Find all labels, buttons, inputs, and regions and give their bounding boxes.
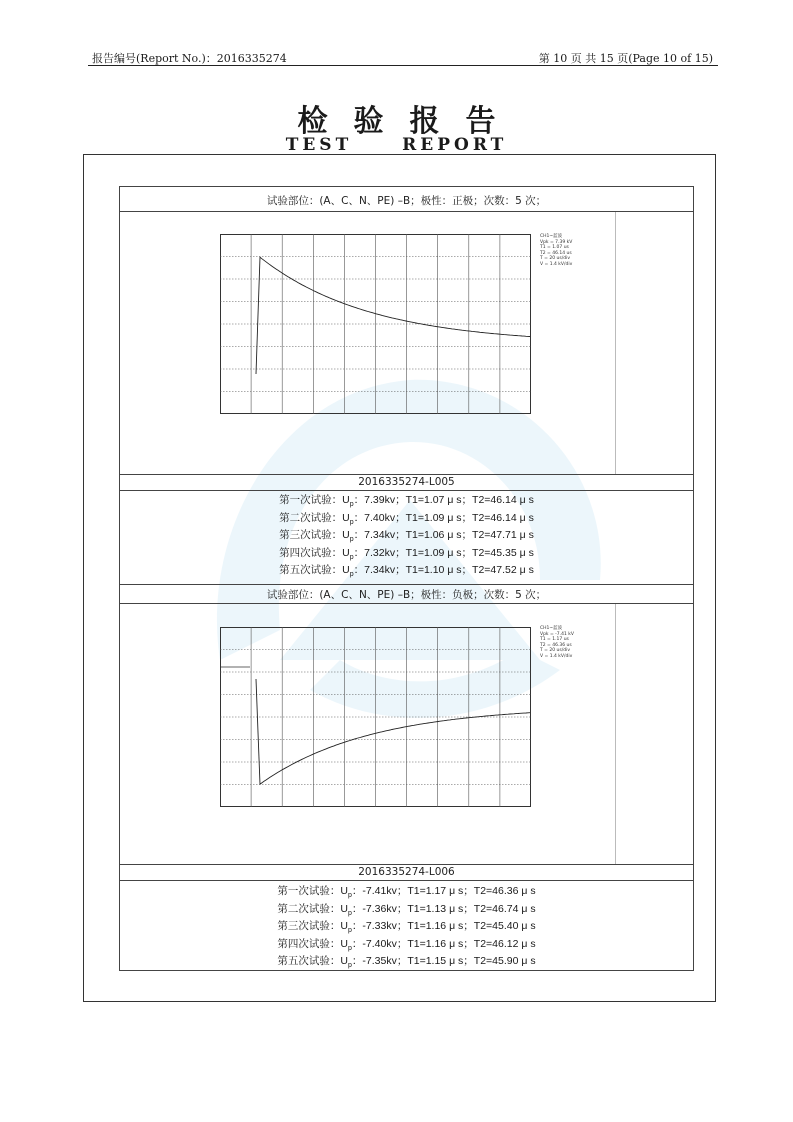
peak-voltage: 7.40kv: [364, 511, 396, 524]
up-symbol: $U_p$: [342, 529, 354, 544]
result-row: 第四次试验：$U_p$：-7.40kv；T1=1.16 μ s；T2=46.12 μ s: [277, 937, 536, 952]
scope-readout-positive: CH1~蓝波 Vpk = 7.39 kV T1 = 1.07 us T2 = 46.14 us T = 20 us/div V = 1.4 kV/div: [540, 234, 573, 267]
trial-label: 第一次试验：: [279, 494, 343, 506]
t2-value: T2=46.14 μ s: [472, 494, 534, 506]
up-symbol: $U_p$: [342, 564, 354, 579]
trial-label: 第一次试验：: [277, 885, 341, 897]
test-part-positive: 试验部位：(A、C、N、PE) –B；极性：正极；次数：5 次；: [266, 195, 547, 207]
report-number: 报告编号(Report No.)：2016335274: [92, 52, 287, 65]
up-symbol: $U_p$: [340, 955, 352, 970]
peak-voltage: 7.34kv: [364, 564, 396, 576]
result-row: 第三次试验：$U_p$：7.34kv；T1=1.06 μ s；T2=47.71 μ s: [279, 529, 534, 544]
t2-value: T2=46.12 μ s: [473, 937, 536, 950]
t2-value: T2=45.40 μ s: [473, 920, 536, 932]
up-symbol: $U_p$: [340, 885, 352, 900]
result-row: 第五次试验：$U_p$：-7.35kv；T1=1.15 μ s；T2=45.90 μ s: [277, 955, 536, 970]
result-row: 第四次试验：$U_p$：7.32kv；T1=1.09 μ s；T2=45.35 μ s: [279, 546, 534, 561]
oscilloscope-negative: [220, 627, 531, 807]
up-symbol: $U_p$: [340, 902, 352, 917]
up-symbol: $U_p$: [342, 494, 354, 509]
t2-value: T2=45.35 μ s: [472, 546, 534, 559]
t1-value: T1=1.07 μ s: [405, 494, 462, 506]
peak-voltage: 7.39kv: [364, 494, 396, 506]
t2-value: T2=45.90 μ s: [473, 955, 536, 967]
peak-voltage: 7.34kv: [364, 529, 396, 541]
table-divider: [119, 490, 694, 491]
table-divider: [119, 584, 694, 585]
peak-voltage: -7.35kv: [362, 955, 397, 967]
trial-label: 第四次试验：: [277, 937, 341, 950]
trial-label: 第五次试验：: [277, 955, 341, 967]
page-number: 第 10 页 共 15 页(Page 10 of 15): [538, 52, 713, 65]
waveform-id-positive: 2016335274-L005: [358, 476, 455, 488]
test-part-negative: 试验部位：(A、C、N、PE) –B；极性：负极；次数：5 次；: [266, 589, 547, 601]
result-row: 第一次试验：$U_p$：-7.41kv；T1=1.17 μ s；T2=46.36 μ s: [277, 885, 536, 900]
t2-value: T2=47.52 μ s: [472, 564, 534, 576]
waveform-id-negative: 2016335274-L006: [358, 866, 455, 878]
trial-label: 第二次试验：: [279, 511, 343, 524]
t1-value: T1=1.16 μ s: [407, 937, 464, 950]
trial-label: 第五次试验：: [279, 564, 343, 576]
result-row: 第三次试验：$U_p$：-7.33kv；T1=1.16 μ s；T2=45.40 μ s: [277, 920, 536, 935]
scope-readout-negative: CH1~蓝波 Vpk = -7.41 kV T1 = 1.17 us T2 = 46.36 us T = 20 us/div V = 1.4 kV/div: [540, 626, 574, 659]
t2-value: T2=46.14 μ s: [472, 511, 534, 524]
up-symbol: $U_p$: [340, 920, 352, 935]
peak-voltage: -7.33kv: [362, 920, 397, 932]
table-divider: [119, 864, 694, 865]
up-symbol: $U_p$: [342, 546, 354, 561]
t2-value: T2=46.36 μ s: [473, 885, 536, 897]
t2-value: T2=46.74 μ s: [473, 902, 536, 915]
trial-label: 第二次试验：: [277, 902, 341, 915]
result-row: 第五次试验：$U_p$：7.34kv；T1=1.10 μ s；T2=47.52 μ s: [279, 564, 534, 579]
title-english: TEST REPORT: [285, 135, 508, 155]
peak-voltage: 7.32kv: [364, 546, 396, 559]
table-divider: [119, 880, 694, 881]
result-row: 第一次试验：$U_p$：7.39kv；T1=1.07 μ s；T2=46.14 μ s: [279, 494, 534, 509]
table-divider: [119, 211, 694, 212]
table-divider: [119, 474, 694, 475]
trial-label: 第四次试验：: [279, 546, 343, 559]
peak-voltage: -7.41kv: [362, 885, 397, 897]
table-divider: [119, 603, 694, 604]
peak-voltage: -7.40kv: [362, 937, 397, 950]
header-divider: [88, 65, 718, 66]
impulse-trace: [256, 257, 530, 374]
impulse-trace: [256, 679, 530, 784]
t1-value: T1=1.06 μ s: [405, 529, 462, 541]
t1-value: T1=1.09 μ s: [405, 511, 462, 524]
result-row: 第二次试验：$U_p$：-7.36kv；T1=1.13 μ s；T2=46.74 μ s: [277, 902, 536, 917]
title-chinese: 检验报告: [297, 104, 522, 139]
peak-voltage: -7.36kv: [362, 902, 397, 915]
scope-right-border: [615, 604, 616, 864]
t1-value: T1=1.13 μ s: [407, 902, 464, 915]
oscilloscope-positive: [220, 234, 531, 414]
result-row: 第二次试验：$U_p$：7.40kv；T1=1.09 μ s；T2=46.14 μ s: [279, 511, 534, 526]
t1-value: T1=1.10 μ s: [405, 564, 462, 576]
t1-value: T1=1.17 μ s: [407, 885, 464, 897]
t1-value: T1=1.16 μ s: [407, 920, 464, 932]
trial-label: 第三次试验：: [279, 529, 343, 541]
up-symbol: $U_p$: [340, 937, 352, 952]
scope-right-border: [615, 212, 616, 474]
t1-value: T1=1.09 μ s: [405, 546, 462, 559]
t1-value: T1=1.15 μ s: [407, 955, 464, 967]
trial-label: 第三次试验：: [277, 920, 341, 932]
t2-value: T2=47.71 μ s: [472, 529, 534, 541]
up-symbol: $U_p$: [342, 511, 354, 526]
